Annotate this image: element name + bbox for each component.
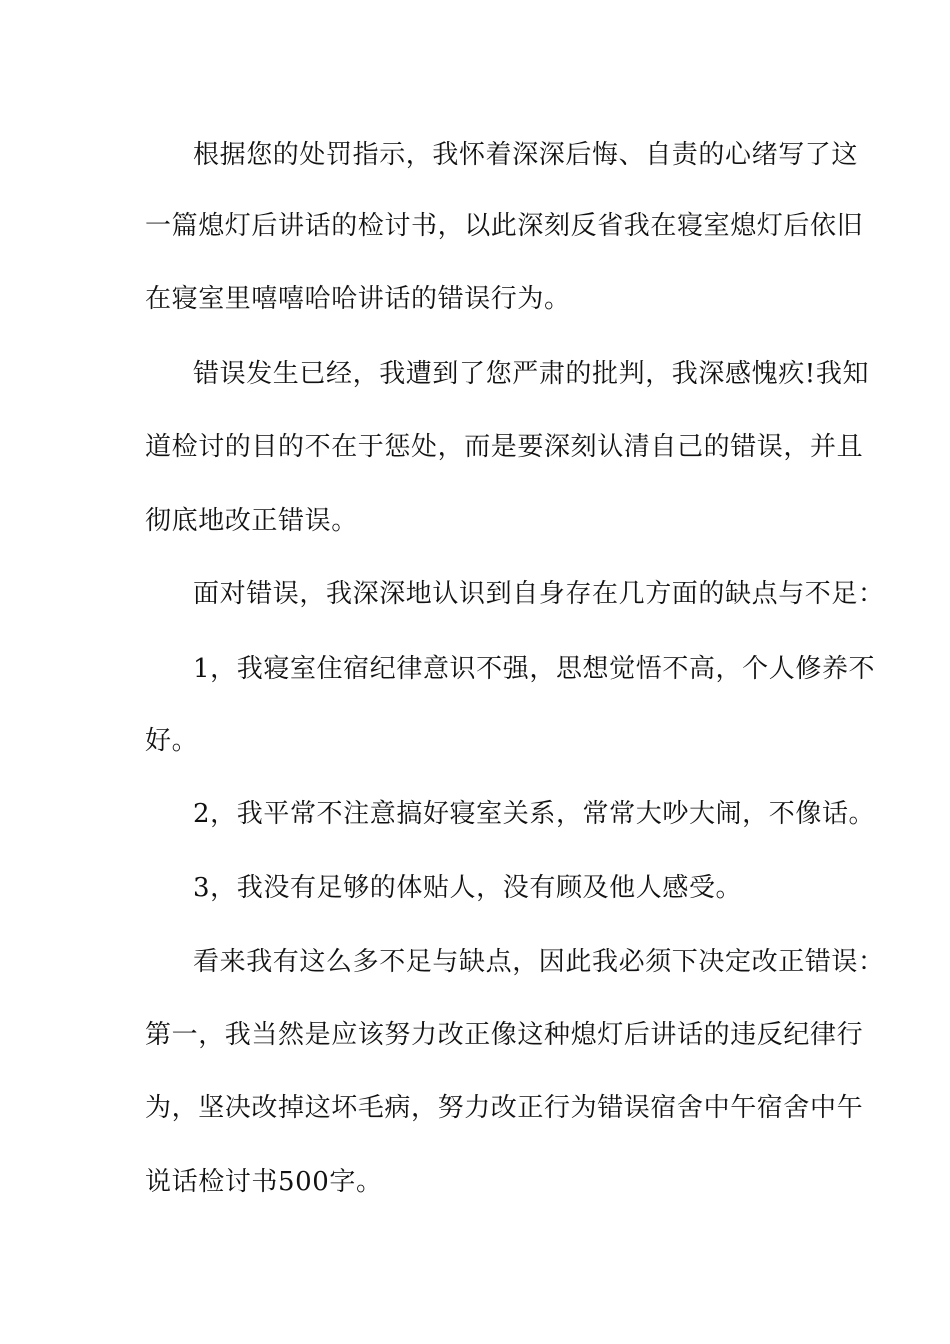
text-line: 3，我没有足够的体贴人，没有顾及他人感受。 [193, 873, 743, 903]
text-line: 2，我平常不注意搞好寝室关系，常常大吵大闹，不像话。 [193, 799, 876, 829]
text-line: 一篇熄灯后讲话的检讨书，以此深刻反省我在寝室熄灯后依旧 [145, 211, 864, 241]
text-line: 错误发生已经，我遭到了您严肃的批判，我深感愧疚!我知 [193, 359, 870, 389]
text-line: 第一，我当然是应该努力改正像这种熄灯后讲话的违反纪律行 [145, 1020, 864, 1050]
text-line: 根据您的处罚指示，我怀着深深后悔、自责的心绪写了这 [193, 140, 859, 170]
text-line: 为，坚决改掉这坏毛病，努力改正行为错误宿舍中午宿舍中午 [145, 1093, 864, 1123]
text-line: 面对错误，我深深地认识到自身存在几方面的缺点与不足： [193, 579, 885, 609]
text-line: 好。 [145, 726, 199, 756]
text-line: 彻底地改正错误。 [145, 506, 358, 536]
text-line: 1，我寝室住宿纪律意识不强，思想觉悟不高，个人修养不 [193, 654, 876, 684]
text-line: 说话检讨书500字。 [145, 1167, 383, 1197]
text-line: 看来我有这么多不足与缺点，因此我必须下决定改正错误： [193, 947, 885, 977]
text-line: 在寝室里嘻嘻哈哈讲话的错误行为。 [145, 284, 571, 314]
text-line: 道检讨的目的不在于惩处，而是要深刻认清自己的错误，并且 [145, 432, 864, 462]
